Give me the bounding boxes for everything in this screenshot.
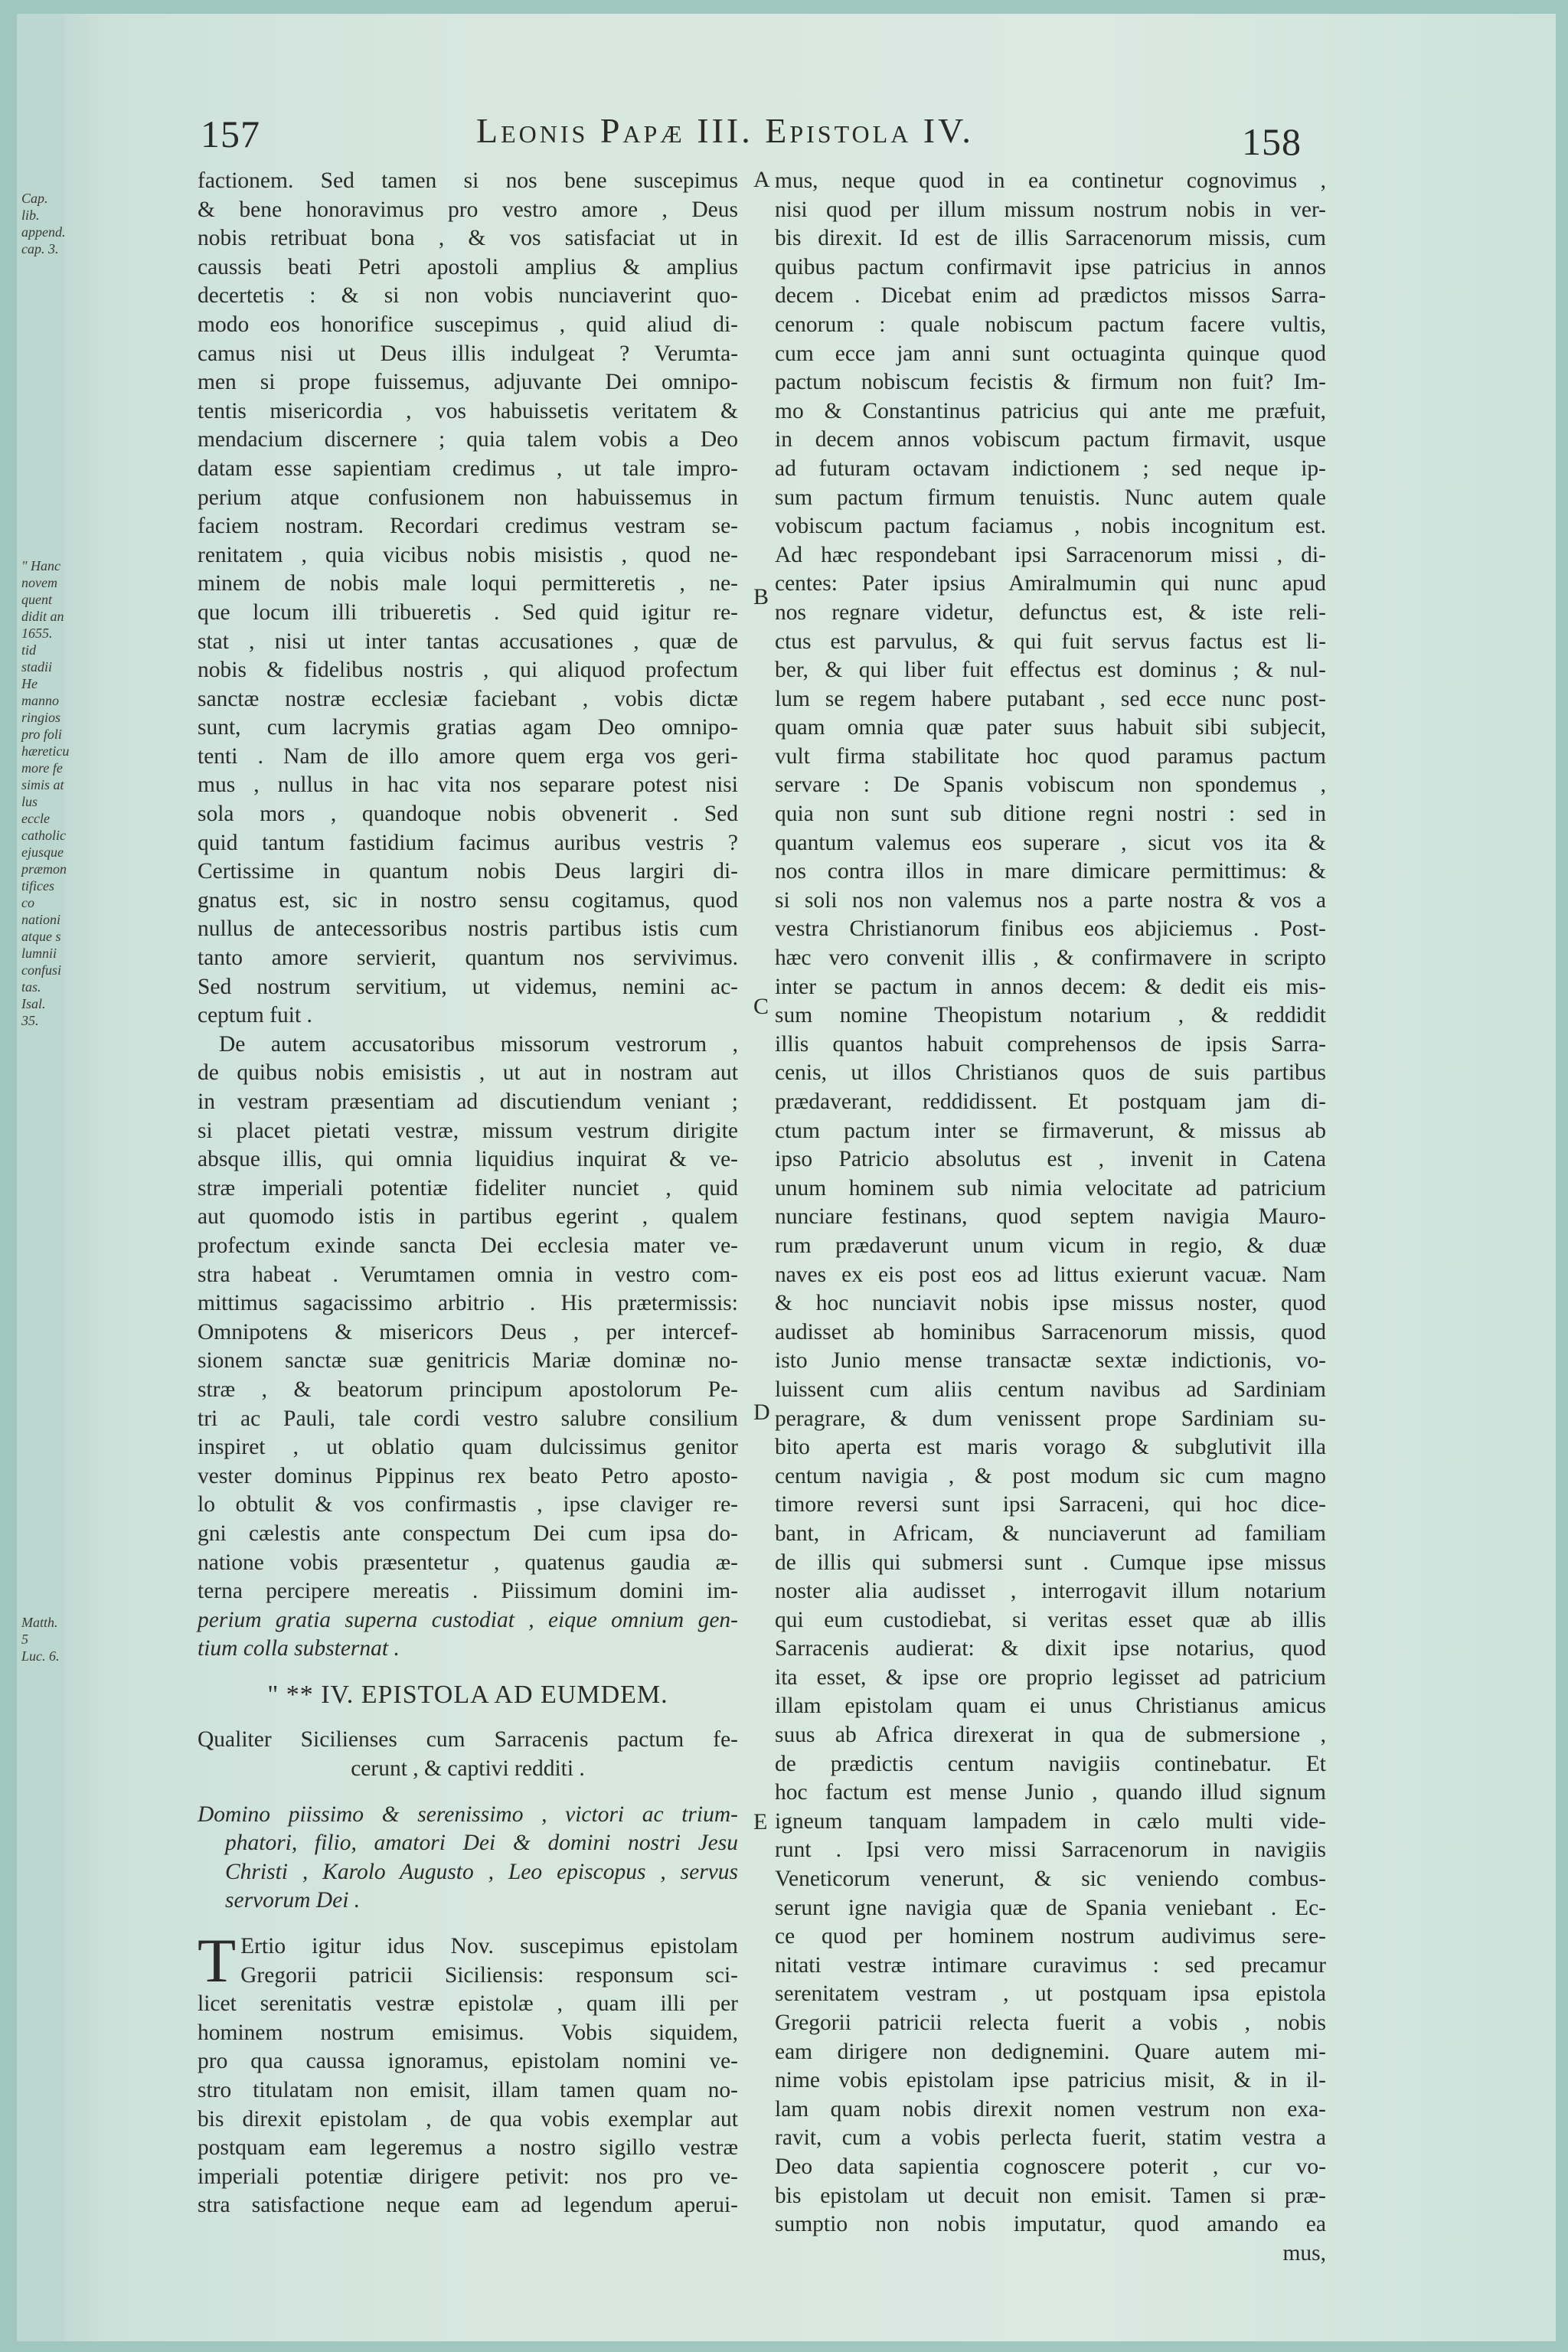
text-line: servorum Dei . [225, 1888, 361, 1913]
text-line: minem de nobis male loqui permitteretis , ne- [198, 571, 738, 596]
text-line: imperiali potentiæ dirigere petivit: nos pro ve- [198, 2164, 738, 2189]
text-line: cerunt , & captivi redditi . [351, 1756, 585, 1782]
text-line: que locum illi tribueretis . Sed quid igitur re- [198, 599, 738, 625]
text-line: mo & Constantinus patricius qui ante me præfuit, [775, 398, 1326, 423]
text-line: tentis misericordia , vos habuissetis veritatem & [198, 398, 738, 423]
text-line: lo obtulit & vos confirmastis , ipse claviger re- [198, 1492, 738, 1517]
text-line: audisset ab hominibus Sarracenorum missis, quod [775, 1319, 1326, 1344]
paragraph-1 [198, 167, 738, 1031]
spacer [198, 1784, 738, 1801]
text-line: & hoc nunciavit nobis ipse missus noster, quod [775, 1291, 1326, 1316]
text-line: vult firma stabilitate hoc quod paramus pactum [775, 743, 1326, 769]
text-line: serenitatem vestram , ut postquam ipsa epistola [775, 1981, 1326, 2007]
text-line: ravit, cum a vobis perlecta fuerit, statim vestra a [775, 2125, 1326, 2151]
text-line: tanto amore servierit, quantum nos servivimus. [198, 946, 738, 971]
text-line: hominem nostrum emisimus. Vobis siquidem, [198, 2020, 738, 2045]
text-line: centes: Pater ipsius Amiralmumin qui nunc apud [775, 571, 1326, 596]
text-line: Christi , Karolo Augusto , Leo episcopus , servus [225, 1859, 738, 1884]
spacer [198, 1709, 738, 1726]
text-line: tium colla substernat . [198, 1636, 400, 1661]
text-line: Sed nostrum servitium, ut videmus, nemini ac- [198, 974, 738, 999]
text-line: quid tantum fastidium facimus auribus vestris ? [198, 830, 738, 855]
text-line: ce quod per hominem nostrum audivimus sere- [775, 1924, 1326, 1949]
left-margin-strip [17, 14, 70, 2341]
text-line: de quibus nobis emisistis , ut aut in nostram aut [198, 1060, 738, 1086]
text-line: Veneticorum venerunt, & sic veniendo combus- [775, 1867, 1326, 1892]
text-line: nobis & fidelibus nostris , qui aliquod profectum [198, 658, 738, 683]
text-line: ita esset, & ipse ore proprio legisset ad patricium [775, 1664, 1326, 1690]
text-line: men si prope fuissemus, adjuvante Dei omnipo- [198, 370, 738, 395]
text-line: Certissime in quantum nobis Deus largiri di- [198, 859, 738, 884]
text-line: cenis, ut illos Christianos quos de suis partibus [775, 1060, 1326, 1086]
text-line: modo eos honorifice suscepimus , quid aliud di- [198, 312, 738, 337]
text-line: nisi quod per illum missum nostrum nobis in ver- [775, 197, 1326, 222]
text-line: datam esse sapientiam credimus , ut tale impro- [198, 456, 738, 481]
text-line: illam epistolam quam ei unus Christianus amicus [775, 1694, 1326, 1719]
text-line: pro qua caussa ignoramus, epistolam nomini ve- [198, 2049, 738, 2074]
text-line: factionem. Sed tamen si nos bene suscepimus [198, 168, 738, 193]
margin-note-hanc: " Hanc novem quent didit an 1655. tid stadii He manno ringios pro foli hæreticu more fe simis at lus eccle catholic ejusque præmon tifices co nationi atque s lumnii confusi tas. Isal. 35. [21, 558, 70, 1028]
margin-note-cap: Cap. lib. append. cap. 3. [21, 191, 66, 256]
text-line: cum ecce jam anni sunt octuaginta quinque quod [775, 341, 1326, 366]
epistle-heading: " ** IV. EPISTOLA AD EUMDEM. [267, 1680, 668, 1709]
text-line: eam dirigere non dedignemini. Quare autem mi- [775, 2039, 1326, 2064]
text-line: vester dominus Pippinus rex beato Petro aposto- [198, 1463, 738, 1488]
text-line: sola mors , quandoque nobis obvenerit . Sed [198, 802, 738, 827]
text-line: vobiscum pactum faciamus , nobis incognitum est. [775, 514, 1326, 539]
text-line: mendacium discernere ; quia talem vobis a Deo [198, 427, 738, 452]
text-line: sum nomine Theopistum notarium , & reddidit [775, 1003, 1326, 1028]
text-line: cenorum : quale nobiscum pactum facere vultis, [775, 312, 1326, 337]
text-line: ctum pactum inter se firmaverunt, & missus ab [775, 1118, 1326, 1143]
text-line: luissent cum aliis centum navibus ad Sardiniam [775, 1377, 1326, 1402]
text-line: bis direxit. Id est de illis Sarracenorum missis, cum [775, 226, 1326, 251]
spacer [198, 1916, 738, 1932]
text-line: nos contra illos in mare dimicare permittimus: & [775, 859, 1326, 884]
text-line: renitatem , quia vicibus nobis misistis , quod ne- [198, 542, 738, 567]
text-line: rum prædaverunt unum vicum in regio, & duæ [775, 1233, 1326, 1258]
text-line: aut quomodo istis in partibus egerint , qualem [198, 1204, 738, 1230]
text-line: servare : De Spanis vobiscum non spondemus , [775, 773, 1326, 798]
text-line: De autem accusatoribus missorum vestrorum , [219, 1031, 738, 1057]
text-line: mus , nullus in hac vita nos separare potest nisi [198, 773, 738, 798]
text-line: stra satisfactione neque eam ad legendum aperui- [198, 2193, 738, 2218]
text-line: camus nisi ut Deus illis indulgeat ? Verumta- [198, 341, 738, 366]
text-line: profectum exinde sancta Dei ecclesia mater ve- [198, 1233, 738, 1258]
text-line: igneum tanquam lampadem in cælo multi vide- [775, 1808, 1326, 1834]
page-number-left: 157 [201, 113, 260, 155]
text-line: de prædictis centum navigiis continebatur. Et [775, 1751, 1326, 1776]
text-line: licet serenitatis vestræ epistolæ , quam illi per [198, 1991, 738, 2017]
text-line: vestra Christianorum finibus eos abjiciemus . Post- [775, 916, 1326, 942]
text-line: faciem nostram. Recordari credimus vestram se- [198, 514, 738, 539]
text-line: suus ab Africa direxerat in qua de submersione , [775, 1723, 1326, 1748]
text-line: sumptio non nobis imputatur, quod amando ea [775, 2212, 1326, 2237]
text-line: quibus pactum confirmavit ipse patricius in annos [775, 254, 1326, 279]
text-line: runt . Ipsi vero missi Sarracenorum in navigiis [775, 1838, 1326, 1863]
text-line: nitati vestræ intimare curavimus : sed precamur [775, 1952, 1326, 1978]
text-line: inspiret , ut oblatio quam dulcissimus genitor [198, 1435, 738, 1460]
text-line: tenti . Nam de illo amore quem erga vos geri- [198, 743, 738, 769]
text-line: inter se pactum in annos decem: & dedit eis mis- [775, 974, 1326, 999]
text-line: lam quam nobis direxit nomen vestrum non exa- [775, 2096, 1326, 2122]
text-line: noster alia audisset , interrogavit illum notarium [775, 1579, 1326, 1604]
text-line: in decem annos vobiscum pactum firmavit, usque [775, 427, 1326, 452]
section-letter-d: D [753, 1400, 770, 1425]
text-line: Ad hæc respondebant ipsi Sarracenorum missi , di- [775, 542, 1326, 567]
text-line: gnatus est, sic in nostro sensu cogitamus, quod [198, 887, 738, 913]
text-line: phatori, filio, amatori Dei & domini nostri Jesu [225, 1831, 738, 1856]
text-line: stræ imperiali potentiæ fideliter nunciet , quid [198, 1175, 738, 1200]
text-line: timore reversi sunt ipsi Sarraceni, qui hoc dice- [775, 1492, 1326, 1517]
text-line: bant, in Africam, & nunciaverunt ad familiam [775, 1521, 1326, 1546]
text-line: quia non sunt sub ditione regni nostri : sed in [775, 802, 1326, 827]
text-line: ctus est parvulus, & qui fuit servus factus est li- [775, 629, 1326, 654]
text-line: unum hominem sub nimia velocitate ad patricium [775, 1175, 1326, 1200]
text-line: centum navigia , & post modum sic cum magno [775, 1463, 1326, 1488]
text-line: absque illis, qui omnia liquidius inquirat & ve- [198, 1147, 738, 1172]
text-line: & bene honoravimus pro vestro amore , Deus [198, 197, 738, 222]
text-line: sum pactum firmum tenuistis. Nunc autem quale [775, 485, 1326, 510]
text-line: Qualiter Sicilienses cum Sarracenis pactum fe- [198, 1727, 738, 1753]
text-line: in vestram præsentiam ad discutiendum veniant ; [198, 1089, 738, 1114]
text-line: nime vobis epistolam ipse patricius misit, & in il- [775, 2068, 1326, 2093]
text-line: lum se regem habere putabant , sed ecce nunc post- [775, 686, 1326, 711]
text-line: tri ac Pauli, tale cordi vestro salubre consilium [198, 1406, 738, 1431]
text-line: illis quantos habuit comprehensos de ipsis Sarra- [775, 1031, 1326, 1057]
spacer [198, 1664, 738, 1681]
left-column [198, 167, 738, 2220]
text-line: Omnipotens & misericors Deus , per intercef- [198, 1319, 738, 1344]
page-header [17, 96, 1556, 165]
text-line: hæc vero convenit illis , & confirmavere in scripto [775, 946, 1326, 971]
text-line: perium atque confusionem non habuissemus in [198, 485, 738, 510]
text-line: postquam eam legeremus a nostro sigillo vestræ [198, 2135, 738, 2161]
text-line: quantum valemus eos superare , sicut vos ita & [775, 830, 1326, 855]
text-line: naves ex eis post eos ad littus exierunt vacuæ. Nam [775, 1262, 1326, 1287]
drop-cap-letter: T [198, 1926, 237, 1996]
text-line: peragrare, & dum venissent prope Sardiniam su- [775, 1406, 1326, 1431]
text-line: perium gratia superna custodiat , eique omnium gen- [198, 1607, 738, 1632]
text-line: nunciare festinans, quod septem navigia Mauro- [775, 1204, 1326, 1230]
catchword: mus, [1282, 2240, 1326, 2265]
text-line: bis direxit epistolam , de qua vobis exemplar aut [198, 2106, 738, 2132]
paragraph-3 [198, 1926, 738, 2220]
running-title: Leonis Papæ III. Epistola IV. [476, 111, 974, 150]
text-line: nos regnare videtur, defunctus est, & iste reli- [775, 599, 1326, 625]
text-line: pactum nobiscum fecistis & firmum non fuit? Im- [775, 370, 1326, 395]
text-line: gni cælestis ante conspectum Dei cum ipsa do- [198, 1521, 738, 1546]
text-line: de illis qui submersi sunt . Cumque ipse missus [775, 1550, 1326, 1575]
text-line: qui eum custodiebat, si veritas esset quæ ab illis [775, 1607, 1326, 1632]
epistle-summary [198, 1726, 738, 1783]
text-line: si placet pietati vestræ, missum vestrum dirigite [198, 1118, 738, 1143]
text-line: nullus de antecessoribus nostris partibus istis cum [198, 916, 738, 942]
text-line: Domino piissimo & serenissimo , victori ac trium- [198, 1802, 738, 1827]
text-line: decertetis : & si non vobis nunciaverint quo- [198, 283, 738, 309]
text-line: ber, & qui liber fuit effectus est dominus ; & nul- [775, 658, 1326, 683]
text-line: Sarracenis audierat: & dixit ipse notarius, quod [775, 1636, 1326, 1661]
section-letter-c: C [753, 994, 769, 1019]
text-line: ad futuram octavam indictionem ; sed neque ip- [775, 456, 1326, 481]
text-line: hoc factum est mense Junio , quando illud signum [775, 1780, 1326, 1805]
text-line: nobis retribuat bona , & vos satisfaciat ut in [198, 226, 738, 251]
text-line: stra habeat . Verumtamen omnia in vestro com- [198, 1262, 738, 1287]
text-line: bis epistolam ut decuit non emisit. Tamen si præ- [775, 2183, 1326, 2208]
text-line: caussis beati Petri apostoli amplius & amplius [198, 254, 738, 279]
page-number-right: 158 [1242, 120, 1302, 163]
text-line: sionem sanctæ suæ genitricis Mariæ dominæ no- [198, 1348, 738, 1374]
section-letter-a: A [753, 167, 770, 192]
text-line: ceptum fuit . [198, 1003, 312, 1028]
book-page [17, 14, 1556, 2341]
text-line: sanctæ nostræ ecclesiæ faciebant , vobis dictæ [198, 686, 738, 711]
text-line: Gregorii patricii relecta fuerit a vobis , nobis [775, 2011, 1326, 2035]
section-letter-e: E [753, 1809, 768, 1834]
text-line: si soli nos non valemus nos a parte nostra & vos a [775, 887, 1326, 913]
text-line: stro titulatam non emisit, illam tamen quam no- [198, 2078, 738, 2102]
right-column [775, 167, 1326, 2268]
text-line: terna percipere mereatis . Piissimum domini im- [198, 1579, 738, 1604]
paragraph-2 [198, 1031, 738, 1664]
text-line: ipso Patricio absolutus est , invenit in Catena [775, 1147, 1326, 1172]
text-line: bito aperta est maris vorago & subglutivit illa [775, 1435, 1326, 1460]
text-line: isto Junio mense transactæ sextæ indictionis, vo- [775, 1348, 1326, 1374]
text-line: mus, neque quod in ea continetur cognovimus , [775, 168, 1326, 193]
text-line: natione vobis præsentetur , quatenus gaudia æ- [198, 1550, 738, 1575]
text-line: sunt, cum lacrymis gratias agam Deo omnipo- [198, 715, 738, 740]
text-line: decem . Dicebat enim ad prædictos missos Sarra- [775, 283, 1326, 309]
text-line: stat , nisi ut inter tantas accusationes , quæ de [198, 629, 738, 654]
section-letter-b: B [753, 584, 769, 609]
text-line: serunt igne navigia quæ de Spania veniebant . Ec- [775, 1895, 1326, 1920]
text-line: Deo data sapientia cognoscere poterit , cur vo- [775, 2154, 1326, 2179]
text-line: Gregorii patricii Siciliensis: responsum sci- [240, 1962, 738, 1988]
margin-note-matth: Matth. 5 Luc. 6. [21, 1615, 60, 1664]
text-line: quam omnia quæ pater suus habuit sibi subjecit, [775, 715, 1326, 740]
dropcap-block [198, 1926, 738, 1996]
salutation [198, 1801, 738, 1916]
text-line: stræ , & beatorum principum apostolorum Pe- [198, 1377, 738, 1402]
text-line: Ertio igitur idus Nov. suscepimus epistolam [240, 1934, 738, 1959]
text-line: mittimus sagacissimo arbitrio . His prætermissis: [198, 1291, 738, 1316]
text-line: prædaverant, reddidissent. Et postquam jam di- [775, 1089, 1326, 1114]
